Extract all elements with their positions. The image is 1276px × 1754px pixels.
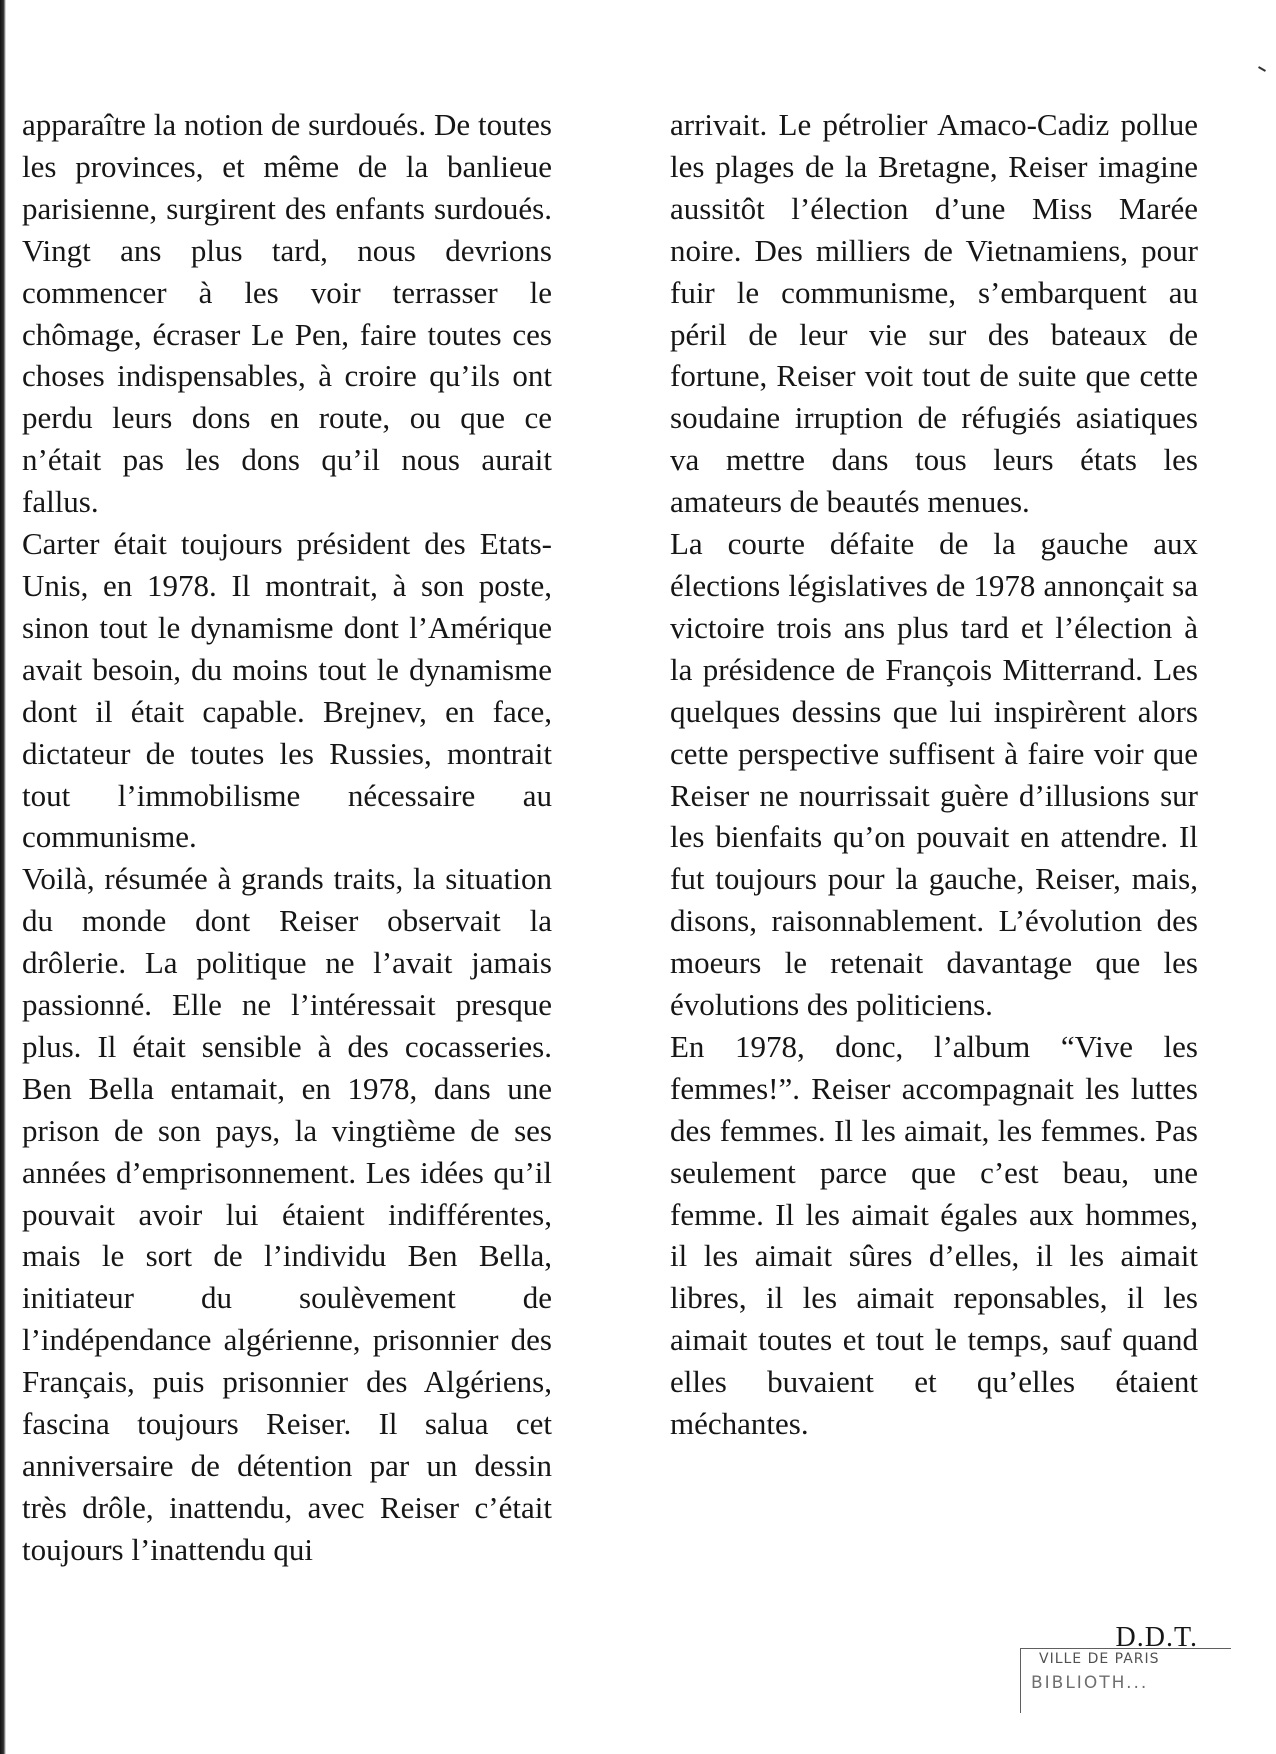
corner-scan-mark [1258, 66, 1266, 72]
left-paragraph-3: Voilà, résumée à grands traits, la situation du monde dont Reiser observait la drôlerie. La politique ne l’avait jamais passionné. Elle ne l’intéressait presque plus. Il était sensible à des cocasseries. Ben Bella entamait, en 1978, dans une prison de son pays, la vingtième de ses années d’emprisonnement. Les idées qu’il pouvait avoir lui étaient indifférentes, mais le sort de l’individu Ben Bella, initiateur du soulèvement de l’indépendance algérienne, prisonnier des Français, puis prisonnier des Algériens, fascina toujours Reiser. Il salua cet anniversaire de détention par un dessin très drôle, inattendu, avec Reiser c’était toujours l’inattendu qui [22, 861, 552, 1567]
right-paragraph-1: arrivait. Le pétrolier Amaco-Cadiz pollue les plages de la Bretagne, Reiser imagine aussitôt l’élection d’une Miss Marée noire. Des milliers de Vietnamiens, pour fuir le communisme, s’embarquent au péril de leur vie sur des bateaux de fortune, Reiser voit tout de suite que cette soudaine irruption de réfugiés asiatiques va mettre dans tous leurs états les amateurs de beautés menues. [670, 107, 1198, 520]
right-paragraph-2: La courte défaite de la gauche aux élections législatives de 1978 annonçait sa victoire trois ans plus tard et l’élection à la présidence de François Mitterrand. Les quelques dessins que lui inspirèrent alors cette perspective suffisent à faire voir que Reiser ne nourrissait guère d’illusions sur les bienfaits qu’on pouvait en attendre. Il fut toujours pour la gauche, Reiser, mais, disons, raisonnablement. L’évolution des moeurs le retenait davantage que les évolutions des politiciens. [670, 526, 1198, 1023]
right-paragraph-3: En 1978, donc, l’album “Vive les femmes!”. Reiser accompagnait les luttes des femmes. Il les aimait, les femmes. Pas seulement parce que c’est beau, une femme. Il les aimait égales aux hommes, il les aimait sûres d’elles, il les aimait libres, il les aimait reponsables, il les aimait toutes et tout le temps, sauf quand elles buvaient et qu’elles étaient méchantes. [670, 1028, 1198, 1442]
left-text-column [22, 104, 552, 1571]
left-paragraph-2: Carter était toujours président des Etats-Unis, en 1978. Il montrait, à son poste, sinon tout le dynamisme dont l’Amérique avait besoin, du moins tout le dynamisme dont il était capable. Brejnev, en face, dictateur de toutes les Russies, montrait tout l’immobilisme nécessaire au communisme. [22, 526, 552, 855]
right-text-column [670, 104, 1198, 1445]
stamp-city-text: VILLE DE PARIS [1039, 1651, 1160, 1667]
left-paragraph-1: apparaître la notion de surdoués. De toutes les provinces, et même de la banlieue parisienne, surgirent des enfants surdoués. Vingt ans plus tard, nous devrions commencer à les voir terrasser le chômage, écraser Le Pen, faire toutes ces choses indispensables, à croire qu’ils ont perdu leurs dons en route, ou que ce n’était pas les dons qu’il nous aurait fallus. [22, 107, 552, 520]
library-stamp [1020, 1648, 1231, 1713]
author-signature: D.D.T. [1115, 1622, 1198, 1653]
stamp-library-text: BIBLIOTH... [1031, 1673, 1149, 1693]
page-binding-edge [0, 0, 6, 1754]
